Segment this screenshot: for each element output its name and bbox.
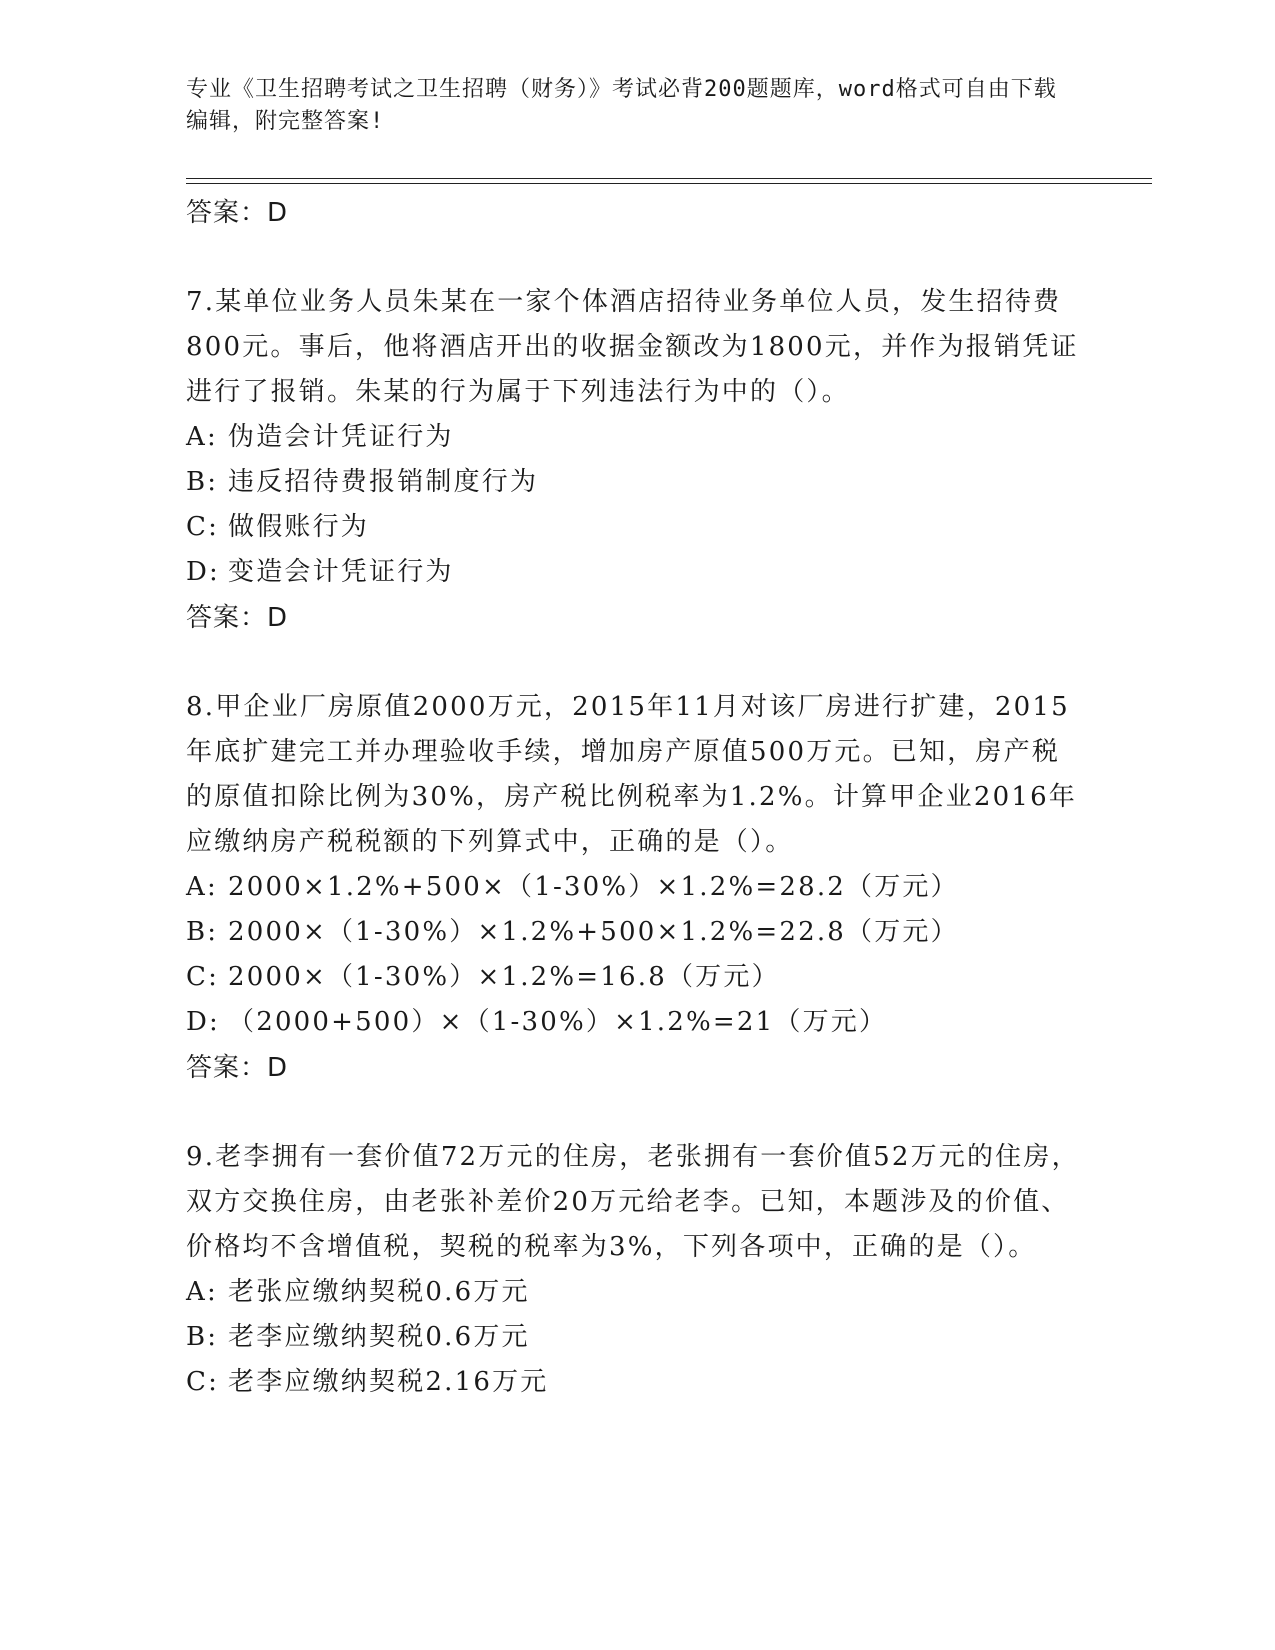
option-c — [186, 955, 1086, 1000]
option-letter: B: — [186, 917, 219, 947]
option-letter: A: — [186, 872, 218, 902]
option-text: 老李应缴纳契税2.16万元 — [228, 1367, 549, 1397]
answer: 答案：D — [186, 1053, 289, 1083]
option-c — [186, 505, 1086, 550]
option-text: 老张应缴纳契税0.6万元 — [228, 1277, 530, 1307]
question-body: 某单位业务人员朱某在一家个体酒店招待业务单位人员，发生招待费800元。事后，他将酒店开出的收据金额改为1800元，并作为报销凭证进行了报销。朱某的行为属于下列违法行为中的（）。 — [186, 287, 1079, 407]
option-letter: C: — [186, 962, 220, 992]
option-text: 2000×（1-30%）×1.2%+500×1.2%=22.8（万元） — [228, 917, 959, 947]
option-text: 2000×（1-30%）×1.2%=16.8（万元） — [228, 962, 780, 992]
question-7 — [186, 280, 1086, 641]
answer-prev: 答案：D — [186, 198, 289, 228]
question-number: 7. — [186, 287, 216, 317]
question-8 — [186, 685, 1086, 1091]
option-a — [186, 865, 1086, 910]
question-9 — [186, 1135, 1086, 1405]
option-d — [186, 550, 1086, 595]
header-rule-top — [186, 178, 1152, 179]
question-number: 8. — [186, 692, 216, 722]
option-letter: B: — [186, 1322, 219, 1352]
option-text: 老李应缴纳契税0.6万元 — [228, 1322, 530, 1352]
document-body — [186, 190, 1086, 1405]
question-number: 9. — [186, 1142, 216, 1172]
question-body: 老李拥有一套价值72万元的住房，老张拥有一套价值52万元的住房，双方交换住房，由老张补差价20万元给老李。已知，本题涉及的价值、价格均不含增值税，契税的税率为3%，下列各项中，正确的是（）。 — [186, 1142, 1080, 1262]
option-a — [186, 1270, 1086, 1315]
option-c — [186, 1360, 1086, 1405]
header-rule-bottom — [186, 183, 1152, 184]
question-text — [186, 1135, 1086, 1270]
option-a — [186, 415, 1086, 460]
option-letter: B: — [186, 467, 219, 497]
question-text — [186, 685, 1086, 865]
option-text: （2000+500）×（1-30%）×1.2%=21（万元） — [228, 1007, 888, 1037]
option-text: 2000×1.2%+500×（1-30%）×1.2%=28.2（万元） — [228, 872, 959, 902]
option-letter: C: — [186, 512, 220, 542]
option-d — [186, 1000, 1086, 1045]
option-text: 变造会计凭证行为 — [228, 557, 454, 587]
option-letter: D: — [186, 1007, 221, 1037]
option-letter: A: — [186, 422, 218, 452]
option-letter: D: — [186, 557, 221, 587]
option-letter: C: — [186, 1367, 220, 1397]
question-text — [186, 280, 1086, 415]
option-b — [186, 910, 1086, 955]
option-b — [186, 1315, 1086, 1360]
option-text: 伪造会计凭证行为 — [228, 422, 454, 452]
page-header: 专业《卫生招聘考试之卫生招聘（财务）》考试必背200题题库，word格式可自由下载编辑，附完整答案! — [186, 77, 1057, 134]
option-text: 做假账行为 — [228, 512, 370, 542]
option-text: 违反招待费报销制度行为 — [228, 467, 539, 497]
option-letter: A: — [186, 1277, 218, 1307]
answer: 答案：D — [186, 603, 289, 633]
option-b — [186, 460, 1086, 505]
question-body: 甲企业厂房原值2000万元，2015年11月对该厂房进行扩建，2015年底扩建完工并办理验收手续，增加房产原值500万元。已知，房产税的原值扣除比例为30%，房产税比例税率为1.2%。计算甲企业2016年应缴纳房产税税额的下列算式中，正确的是（）。 — [186, 692, 1078, 857]
